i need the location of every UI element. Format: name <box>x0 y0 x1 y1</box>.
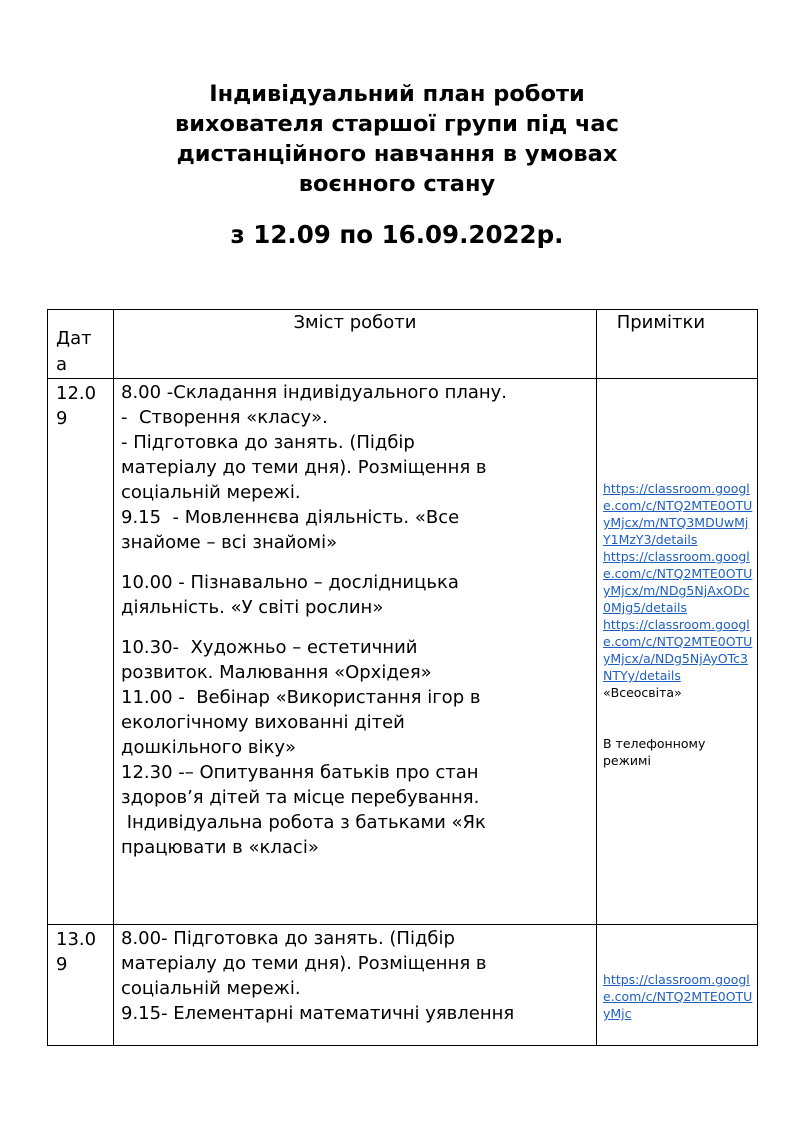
header-date-line-1: Дат <box>56 328 92 349</box>
content-line: здоров’я дітей та місце перебування. <box>121 787 480 808</box>
title-line-1: Індивідуальний план роботи <box>209 81 585 107</box>
row-notes <box>597 379 758 925</box>
note-phone-mode: В телефонному режимі <box>603 736 706 768</box>
header-date-line-2: а <box>56 354 68 375</box>
content-line: працювати в «класі» <box>121 837 319 858</box>
content-line: - Створення «класу». <box>121 407 328 428</box>
content-line: 9.15 - Мовленнєва діяльність. «Все <box>121 507 460 528</box>
row-date-line-1: 12.0 <box>56 383 97 404</box>
content-line: 10.30- Художньо – естетичний <box>121 637 418 658</box>
content-line: матеріалу до теми дня). Розміщення в <box>121 953 487 974</box>
row-date-line-2: 9 <box>56 954 68 975</box>
row-date-line-2: 9 <box>56 408 68 429</box>
content-line: соціальній мережі. <box>121 482 301 503</box>
content-line: матеріалу до теми дня). Розміщення в <box>121 457 487 478</box>
note-vseosvita: «Всеосвіта» <box>603 685 682 700</box>
content-line: - Підготовка до занять. (Підбір <box>121 432 415 453</box>
row-content <box>114 925 597 1046</box>
title-line-2: вихователя старшої групи під час <box>175 111 619 137</box>
row-notes <box>597 925 758 1046</box>
header-date <box>48 310 114 379</box>
document-title <box>0 79 794 251</box>
content-line: 12.30 -– Опитування батьків про стан <box>121 762 479 783</box>
classroom-link[interactable]: https://classroom.google.com/c/NTQ2MTE0OTUyMjcx/a/NDg5NjAyOTc3NTYy/details <box>603 617 753 683</box>
row-date <box>48 925 114 1046</box>
table-row <box>48 925 758 1046</box>
content-line: знайоме – всі знайомі» <box>121 532 338 553</box>
title-dates: з 12.09 по 16.09.2022р. <box>230 220 564 249</box>
row-date-line-1: 13.0 <box>56 929 97 950</box>
plan-table <box>47 309 758 1046</box>
content-line: 10.00 - Пізнавально – дослідницька <box>121 572 459 593</box>
classroom-link[interactable]: https://classroom.google.com/c/NTQ2MTE0OTUyMjcx/m/NDg5NjAxODc0Mjg5/details <box>603 549 753 615</box>
title-line-3: дистанційного навчання в умовах <box>176 141 618 167</box>
content-line: екологічному вихованні дітей <box>121 712 405 733</box>
classroom-link[interactable]: https://classroom.google.com/c/NTQ2MTE0OTUyMjc <box>603 972 753 1021</box>
content-line: розвиток. Малювання «Орхідея» <box>121 662 432 683</box>
content-line: 11.00 - Вебінар «Використання ігор в <box>121 687 481 708</box>
classroom-link[interactable]: https://classroom.google.com/c/NTQ2MTE0OTUyMjcx/m/NTQ3MDUwMjY1MzY3/details <box>603 481 753 547</box>
title-line-4: воєнного стану <box>298 171 496 197</box>
table-row <box>48 379 758 925</box>
content-line: Індивідуальна робота з батьками «Як <box>121 812 486 833</box>
row-content <box>114 379 597 925</box>
content-line: 8.00 -Складання індивідуального плану. <box>121 382 508 403</box>
content-line: дошкільного віку» <box>121 737 297 758</box>
table-header-row <box>48 310 758 379</box>
content-line: 8.00- Підготовка до занять. (Підбір <box>121 928 455 949</box>
header-notes: Примітки <box>597 310 758 379</box>
content-line: соціальній мережі. <box>121 978 301 999</box>
content-line: 9.15- Елементарні математичні уявлення <box>121 1003 515 1024</box>
row-date <box>48 379 114 925</box>
content-line: діяльність. «У світі рослин» <box>121 597 384 618</box>
header-content: Зміст роботи <box>114 310 597 379</box>
